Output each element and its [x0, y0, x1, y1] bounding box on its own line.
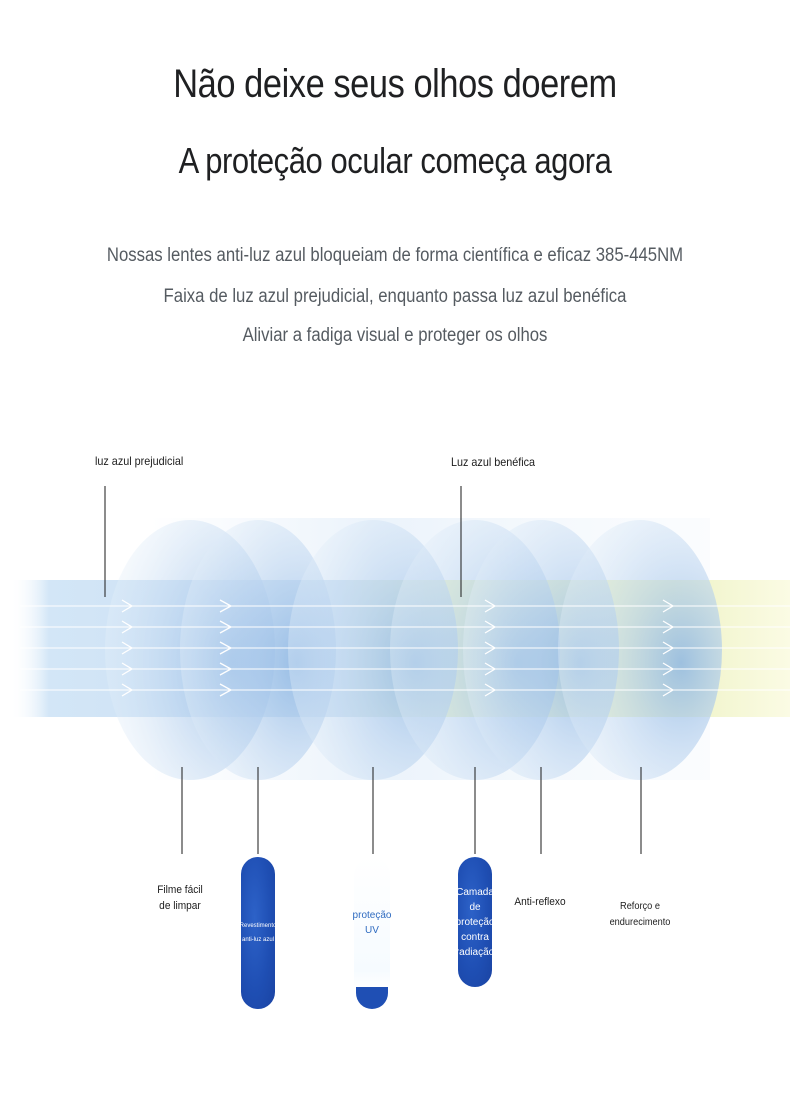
layer-uv-protection: [354, 857, 390, 1009]
layer-radiation-protection: [455, 857, 495, 987]
layer-anti-blue-coating: [241, 857, 275, 1009]
description-line-2: Faixa de luz azul prejudicial, enquanto passa luz azul benéfica: [163, 286, 627, 307]
label-beneficial-blue-light: Luz azul benéfica: [451, 455, 536, 469]
lens-6: [558, 520, 722, 780]
page-title: Não deixe seus olhos doerem: [173, 62, 617, 106]
description-line-1: Nossas lentes anti-luz azul bloqueiam de forma científica e eficaz 385-445NM: [106, 245, 684, 266]
layer-anti-reflex-label: Anti-reflexo: [514, 896, 566, 908]
description-line-3: Aliviar a fadiga visual e proteger os olhos: [242, 325, 548, 346]
layer-easy-clean-label: Filme fácil de limpar: [157, 884, 203, 912]
label-harmful-blue-light: luz azul prejudicial: [95, 454, 184, 468]
page-subtitle: A proteção ocular começa agora: [178, 140, 612, 181]
layer-anti-blue-label: Revestimento anti-luz azul: [239, 923, 277, 943]
layer-uv-label: proteção UV: [352, 910, 392, 936]
layer-hardening-label: Reforço e endurecimento: [609, 901, 671, 928]
layer-radiation-label: Camada de proteção contra radiação: [455, 886, 495, 958]
lens-stack: [105, 520, 722, 780]
